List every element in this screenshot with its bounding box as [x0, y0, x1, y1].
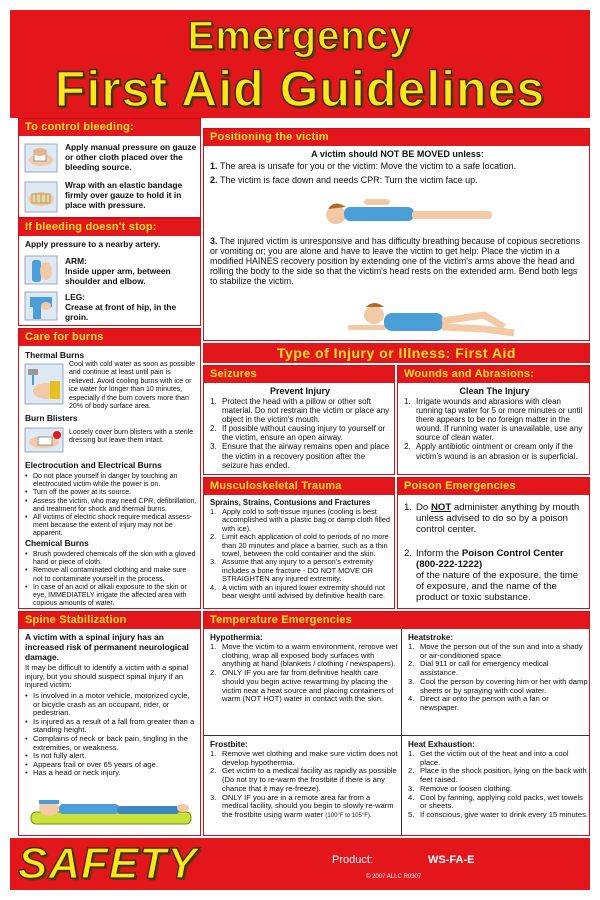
list-item: 3. Cool the person by covering him or her with damp sheets or by spraying with cool water.	[408, 676, 588, 695]
leg-text: Crease at front of hip, in the groin.	[65, 302, 177, 322]
list-item: 1. Move the victim to a warm environment, remove wet clothing, wrap all exposed body surfaces with anything at hand (blankets / clothing / newspapers).	[210, 642, 398, 669]
poison-panel	[397, 477, 590, 609]
hypothermia-section	[204, 629, 402, 736]
positioning-heading: A victim should NOT BE MOVED unless:	[311, 149, 484, 159]
artery-intro: Apply pressure to a nearby artery.	[25, 239, 161, 249]
spinal-board-victim-icon	[29, 782, 194, 832]
list-item: • Has a head or neck injury.	[25, 769, 197, 778]
bleeding-not-stop-panel	[18, 218, 201, 326]
list-item: 1. Remove wet clothing and make sure victim does not develop hypothermia.	[210, 749, 398, 767]
gauze-pressure-icon	[24, 143, 58, 173]
poster	[10, 10, 590, 890]
spine-criteria-list	[25, 692, 197, 778]
positioning-item-1: 1. The area is unsafe for you or the victim: Move the victim to a safe location.	[210, 161, 517, 171]
heatstroke-title: Heatstroke:	[408, 633, 454, 642]
burn-blisters-text: Loosely cover burn blisters with a sterile dressing but leave them intact.	[69, 429, 194, 445]
positioning-panel	[203, 128, 590, 341]
poison-item-2: 2. Inform the Poison Control Center (800-222-1222) of the nature of the exposure, the time of exposure, and the name of the product or toxic substance.	[404, 548, 579, 603]
arm-label: ARM:	[65, 256, 87, 266]
copyright-text: © 2007 ALLC R0307	[366, 874, 422, 880]
frostbite-list	[210, 750, 398, 821]
chemical-burns-list	[25, 551, 197, 608]
poison-item-1: 1. Do NOT administer anything by mouth unless advised to do so by a poison control center.	[404, 502, 580, 535]
burns-panel	[18, 328, 201, 609]
list-item: 1. Get the victim out of the heat and into a cool place.	[408, 749, 569, 767]
poster-header	[10, 10, 590, 118]
bleeding-step-2: Wrap with an elastic bandage firmly over gauze to hold it in place with pressure.	[65, 180, 183, 210]
list-item: 1. Protect the head with a pillow or other soft material. Do not restrain the victim or place any object in the victim's mouth.	[210, 397, 390, 425]
spine-title: Spine Stabilization	[19, 612, 200, 629]
product-label: Product:	[332, 854, 373, 866]
list-item: 1. Move the person out of the sun and into a shady or air-conditioned space.	[408, 642, 583, 660]
spine-panel	[18, 611, 201, 836]
bleeding-step-1: Apply manual pressure on gauze or other cloth placed over the bleeding source.	[65, 142, 197, 172]
product-code: WS-FA-E	[428, 854, 475, 866]
seizures-title: Seizures	[204, 366, 394, 383]
electrical-burns-title: Electrocution and Electrical Burns	[25, 460, 162, 470]
thermal-burns-title: Thermal Burns	[25, 350, 85, 360]
list-item: • Is not fully alert.	[25, 752, 197, 761]
hypothermia-list	[210, 643, 398, 704]
heatstroke-list	[408, 643, 588, 713]
leg-pressure-icon	[24, 291, 58, 321]
list-item: • Do not place yourself in danger by touching an electrocuted victim while the power is on.	[25, 473, 197, 489]
list-item: 3. ONLY IF you are in a remote area far from a medical facility, should you begin to slowly re-warm the frostbite using warm water (100°F to 105°F).	[210, 792, 394, 819]
wounds-panel	[397, 365, 590, 475]
list-item: • Is involved in a motor vehicle, motorized cycle, or bicycle crash as an occupant, rider, or pedestrian.	[25, 692, 197, 718]
hypothermia-title: Hypothermia:	[210, 633, 263, 642]
safety-logo-text: SAFETY	[18, 839, 198, 888]
seizures-panel	[203, 365, 395, 475]
arm-pressure-icon	[24, 255, 58, 285]
list-item: 4. Direct air onto the person with a fan or newspaper.	[408, 694, 549, 712]
poison-title: Poison Emergencies	[398, 478, 589, 495]
list-item: 2. Dial 911 or call for emergency medical assistance.	[408, 659, 549, 678]
list-item: • Remove all contaminated clothing and make sure not to contaminate yourself in the process.	[25, 567, 197, 583]
list-item: 2. If possible without causing injury to yourself or the victim, ensure an open airway.	[210, 424, 386, 443]
bleeding-not-stop-title: If bleeding doesn't stop:	[19, 219, 200, 236]
burns-title: Care for burns	[19, 329, 200, 346]
electrical-burns-list	[25, 473, 197, 539]
list-item: 2. Get victim to a medical facility as rapidly as possible (Do not try to re-warm the frostbite if there is any chance that it may re-freeze).	[210, 766, 397, 793]
arm-text: Inside upper arm, between shoulder and elbow.	[65, 266, 171, 286]
frostbite-section	[204, 736, 402, 836]
list-item: 4. Cool by fanning, applying cold packs, wet towels or sheets.	[408, 792, 583, 811]
wounds-title: Wounds and Abrasions:	[398, 366, 589, 383]
list-item: 1. Apply cold to soft-tissue injuries (cooling is best accomplished with a plastic bag or damp cloth filled with ice).	[210, 507, 391, 533]
temperature-title: Temperature Emergencies	[204, 612, 589, 629]
seizures-heading: Prevent Injury	[269, 386, 331, 396]
title-line-2: First Aid Guidelines	[54, 61, 546, 117]
list-item: 2. Place in the shock position, lying on the back with feet raised.	[408, 766, 587, 785]
heat-exhaustion-title: Heat Exhaustion:	[408, 740, 475, 749]
burn-blister-icon	[24, 427, 64, 453]
list-item: 4. A victim with an injured lower extremity should not bear weight until advised by definitive health care.	[210, 582, 386, 601]
list-item: 2. Limit each application of cold to periods of no more than 20 minutes and place a barrier, such as a thin towel, between the cold container and the skin.	[210, 532, 389, 559]
list-item: • Turn off the power at its source.	[25, 489, 197, 497]
wounds-heading: Clean The Injury	[459, 386, 530, 396]
musculoskeletal-heading: Sprains, Strains, Contusions and Fractures	[210, 498, 371, 507]
positioning-item-2: 2. The victim is face down and needs CPR: Turn the victim face up.	[210, 175, 478, 185]
list-item: • Assess the victim, who may need CPR, defibrillation, and treatment for shock and thermal burns.	[25, 498, 197, 514]
list-item: 3. Assume that any injury to a person's extremity includes a bone fracture - DO NOT MOVE OR STRAIGHTEN any injured extremity.	[210, 557, 374, 584]
temperature-panel	[203, 611, 590, 836]
cpr-victim-face-up-icon	[304, 189, 504, 233]
list-item: • Appears frail or over 65 years of age.	[25, 761, 197, 770]
musculoskeletal-panel	[203, 477, 395, 609]
positioning-title: Positioning the victim	[204, 129, 589, 146]
bleeding-panel	[18, 118, 201, 218]
list-item: • In case of an acid or alkali exposure to the skin or eye, IMMEDIATELY irrigate the affected area with copious amounts of water.	[25, 584, 197, 609]
heat-exhaustion-list	[408, 750, 588, 820]
frostbite-title: Frostbite:	[210, 740, 248, 749]
list-item: • Brush powdered chemicals off the skin with a gloved hand or piece of cloth.	[25, 551, 197, 567]
list-item: 5. If conscious, give water to drink every 15 minutes.	[408, 809, 588, 819]
heat-exhaustion-section	[402, 736, 590, 836]
type-of-injury-banner: Type of Injury or Illness: First Aid	[203, 343, 590, 363]
leg-label: LEG:	[65, 292, 86, 302]
thermal-burn-icon	[24, 363, 64, 405]
spine-lead: It may be difficult to identify a victim with a spinal injury, but you should suspect spinal injury if an injured victim:	[25, 663, 189, 690]
list-item: 3. Ensure that the airway remains open and place the victim in a recovery position after the seizure has ended.	[210, 442, 390, 470]
elastic-bandage-icon	[24, 181, 58, 213]
list-item: 2. Apply antibiotic ointment or cream only if the victim's wound is an abrasion or is superficial.	[404, 442, 578, 461]
musculoskeletal-list	[210, 508, 392, 600]
musculoskeletal-title: Musculoskeletal Trauma	[204, 478, 394, 495]
list-item: 3. Remove or loosen clothing.	[408, 783, 513, 793]
poster-footer	[10, 838, 590, 890]
list-item: • Is injured as a result of a fall from greater than a standing height.	[25, 718, 197, 735]
spine-intro: A victim with a spinal injury has an increased risk of permanent neurological damage.	[25, 632, 189, 662]
recovery-position-icon	[334, 297, 534, 339]
bleeding-title: To control bleeding:	[19, 119, 200, 136]
list-item: 2. ONLY IF you are far from definitive health care should you begin active rewarming by placing the victim near a heat source and placing containers of warm (NOT HOT) water in contact with the skin.	[210, 668, 394, 704]
wounds-list	[404, 397, 587, 461]
seizures-list	[210, 397, 392, 470]
thermal-burns-text: Cool with cold water as soon as possible and continue at least until pain is relieved. Avoid cooling burns with ice or ice water for longer than 10 minutes, especially if the burn covers more than 20% of body surface area.	[69, 361, 196, 411]
chemical-burns-title: Chemical Burns	[25, 538, 89, 548]
heatstroke-section	[402, 629, 590, 736]
title-line-1: Emergency	[187, 14, 413, 58]
list-item: 1. Irrigate wounds and abrasions with clean running tap water for 5 or more minutes or until there appears to be no foreign matter in the wound. If running water is unavailable, use any source of clean water.	[404, 397, 583, 443]
burn-blisters-title: Burn Blisters	[25, 413, 78, 423]
list-item: • Complains of neck or back pain, tingling in the extremities, or weakness.	[25, 735, 197, 752]
list-item: • All victims of electric shock require medical assess-ment because the extent of injury may not be apparent.	[25, 514, 197, 539]
positioning-item-3: 3. The injured victim is unresponsive and has difficulty breathing because of copious secretions or vomiting or; you are alone and have to leave the victim to get help: Place the victim in a modified HAINES recovery position by extending one of the victim's arms above the head and rolling the body to the side so that the victim's head rests on the extended arm. Bend both legs to stabilize the victim.	[210, 236, 581, 286]
